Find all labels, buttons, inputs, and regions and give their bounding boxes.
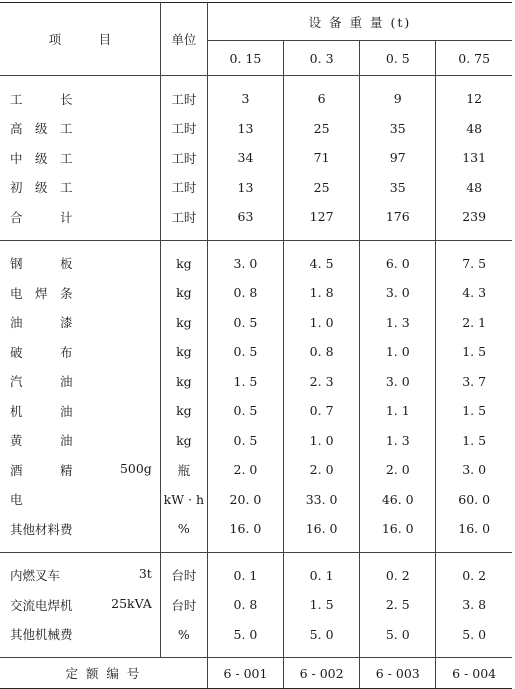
- quota-table: [0, 2, 512, 689]
- row-value: 20. 0: [207, 485, 283, 515]
- row-item: [0, 240, 160, 278]
- row-item-label: 其他机械费: [10, 627, 73, 643]
- row-value: 6. 0: [360, 240, 436, 278]
- row-value: 0. 2: [436, 552, 512, 590]
- row-item: [0, 455, 160, 485]
- table-row: [0, 143, 512, 173]
- row-value: 2. 1: [462, 314, 487, 330]
- row-value: 2. 0: [284, 455, 360, 485]
- row-item-label: 酒 精: [10, 462, 73, 478]
- row-value: 46. 0: [360, 485, 436, 515]
- table-row: [0, 76, 512, 114]
- row-item: [0, 308, 160, 338]
- footer-code-3: 6 - 004: [436, 658, 512, 689]
- row-value: 1. 0: [284, 426, 360, 456]
- row-value: 48: [466, 120, 483, 136]
- header-col-2: 0. 5: [360, 41, 436, 76]
- row-value: 1. 5: [462, 344, 487, 360]
- row-value: 0. 2: [360, 552, 436, 590]
- row-value: 12: [436, 76, 512, 114]
- row-value: 1. 5: [462, 432, 487, 448]
- row-unit: 工时: [160, 143, 207, 173]
- table-row: [0, 620, 512, 658]
- row-item-spec: 25kVA: [111, 595, 152, 611]
- footer-code-1: 6 - 002: [284, 658, 360, 689]
- row-value: 1. 3: [360, 426, 436, 456]
- row-value: 35: [360, 114, 436, 144]
- row-value: 13: [207, 173, 283, 203]
- row-value: 25: [284, 173, 360, 203]
- row-value: 0. 1: [284, 552, 360, 590]
- row-value: 16. 0: [284, 514, 360, 552]
- table-row: [0, 590, 512, 620]
- row-item: [0, 620, 160, 658]
- row-item-label: 初 级 工: [10, 180, 73, 196]
- header-weight-label: 设 备 重 量 (t): [308, 14, 412, 30]
- row-value: 16. 0: [360, 514, 436, 552]
- header-item: [0, 3, 160, 76]
- row-value: 3: [207, 76, 283, 114]
- row-value: 3. 0: [360, 367, 436, 397]
- row-value: 1. 5: [284, 590, 360, 620]
- row-value: 0. 5: [207, 337, 283, 367]
- row-value: 0. 1: [207, 552, 283, 590]
- labor-section: [0, 76, 512, 241]
- row-value: 97: [360, 143, 436, 173]
- row-unit: kg: [160, 240, 207, 278]
- table-row: [0, 367, 512, 397]
- table-row: [0, 426, 512, 456]
- row-value: 0. 8: [284, 337, 360, 367]
- row-item: [0, 114, 160, 144]
- row-item-label: 钢 板: [10, 256, 73, 272]
- row-item: [0, 202, 160, 240]
- header-row-1: [0, 3, 512, 41]
- machinery-section: [0, 552, 512, 658]
- row-value: 16. 0: [207, 514, 283, 552]
- row-unit: 工时: [160, 114, 207, 144]
- row-value: 131: [462, 150, 487, 166]
- row-value: 3. 7: [462, 373, 487, 389]
- row-value: 0. 7: [284, 396, 360, 426]
- footer-code-2: 6 - 003: [360, 658, 436, 689]
- row-value: 6: [284, 76, 360, 114]
- materials-section: [0, 240, 512, 552]
- table-row: [0, 552, 512, 590]
- row-item-label: 机 油: [10, 403, 73, 419]
- row-unit: kW · h: [160, 485, 207, 515]
- row-value: 3. 0: [462, 462, 487, 478]
- row-value: 63: [207, 202, 283, 240]
- row-item: [0, 396, 160, 426]
- row-item-label: 高 级 工: [10, 121, 73, 137]
- row-unit: kg: [160, 426, 207, 456]
- row-value: 1. 1: [360, 396, 436, 426]
- row-unit: 工时: [160, 173, 207, 203]
- row-unit: kg: [160, 308, 207, 338]
- row-unit: kg: [160, 367, 207, 397]
- row-item-label: 破 布: [10, 344, 73, 360]
- row-value: 1. 8: [284, 278, 360, 308]
- row-value: 1. 5: [462, 403, 487, 419]
- row-value: 16. 0: [458, 521, 491, 537]
- row-value: 33. 0: [284, 485, 360, 515]
- table-row: [0, 202, 512, 240]
- row-item: [0, 173, 160, 203]
- row-value: 34: [207, 143, 283, 173]
- row-value: 3. 0: [360, 278, 436, 308]
- footer-code-0: 6 - 001: [207, 658, 283, 689]
- row-item-label: 黄 油: [10, 433, 73, 449]
- row-value: 35: [360, 173, 436, 203]
- header-item-label: 项 目: [48, 32, 112, 47]
- row-value: 4. 5: [284, 240, 360, 278]
- header-col-1: 0. 3: [284, 41, 360, 76]
- row-value: 5. 0: [284, 620, 360, 658]
- row-item-label: 汽 油: [10, 374, 73, 390]
- row-item-label: 工 长: [10, 91, 73, 107]
- row-item: [0, 485, 160, 515]
- row-value: 5. 0: [360, 620, 436, 658]
- row-value: 2. 3: [284, 367, 360, 397]
- row-value: 0. 5: [207, 308, 283, 338]
- row-unit: 工时: [160, 202, 207, 240]
- row-value: 25: [284, 114, 360, 144]
- row-value: 2. 5: [360, 590, 436, 620]
- row-value: 2. 0: [360, 455, 436, 485]
- row-item: [0, 143, 160, 173]
- row-value: 48: [466, 179, 483, 195]
- row-item-label: 电 焊 条: [10, 285, 73, 301]
- table-row: [0, 114, 512, 144]
- header-col-0: 0. 15: [207, 41, 283, 76]
- row-value: 13: [207, 114, 283, 144]
- row-value: 71: [284, 143, 360, 173]
- row-unit: kg: [160, 278, 207, 308]
- row-value: 0. 8: [207, 590, 283, 620]
- row-value: 5. 0: [207, 620, 283, 658]
- row-item: [0, 590, 160, 620]
- row-unit: %: [160, 620, 207, 658]
- row-item-label: 其他材料费: [10, 521, 73, 537]
- header-col-3: 0. 75: [436, 41, 512, 76]
- row-value: 60. 0: [458, 491, 491, 507]
- table-row: [0, 240, 512, 278]
- footer-label: 定 额 编 号: [0, 658, 207, 689]
- row-value: 0. 5: [207, 426, 283, 456]
- row-item: [0, 552, 160, 590]
- header-unit-label: 单位: [171, 32, 197, 47]
- table-row: [0, 173, 512, 203]
- row-item-spec: 3t: [138, 566, 152, 582]
- row-value: 1. 0: [284, 308, 360, 338]
- row-item: [0, 514, 160, 552]
- row-item-label: 油 漆: [10, 315, 73, 331]
- row-item-label: 内燃叉车: [10, 568, 61, 584]
- row-value: 0. 5: [207, 396, 283, 426]
- row-item-label: 合 计: [10, 209, 73, 225]
- row-value: 239: [462, 209, 487, 225]
- row-item-label: 电: [10, 492, 23, 508]
- row-item: [0, 76, 160, 114]
- table-row: [0, 308, 512, 338]
- row-unit: kg: [160, 396, 207, 426]
- table-row: [0, 455, 512, 485]
- footer-row: [0, 658, 512, 689]
- row-item: [0, 337, 160, 367]
- row-unit: 台时: [160, 552, 207, 590]
- row-value: 9: [360, 76, 436, 114]
- header-unit: [160, 3, 207, 76]
- table-row: [0, 396, 512, 426]
- row-value: 1. 0: [360, 337, 436, 367]
- table-row: [0, 514, 512, 552]
- row-item: [0, 367, 160, 397]
- row-item: [0, 278, 160, 308]
- row-value: 5. 0: [462, 626, 487, 642]
- table-row: [0, 337, 512, 367]
- row-value: 7. 5: [436, 240, 512, 278]
- row-value: 3. 8: [462, 597, 487, 613]
- row-value: 1. 3: [360, 308, 436, 338]
- row-value: 176: [360, 202, 436, 240]
- footer-section: [0, 658, 512, 689]
- row-item: [0, 426, 160, 456]
- row-item-label: 交流电焊机: [10, 597, 73, 613]
- row-unit: 工时: [160, 76, 207, 114]
- row-value: 4. 3: [462, 285, 487, 301]
- row-unit: kg: [160, 337, 207, 367]
- row-value: 0. 8: [207, 278, 283, 308]
- row-item-spec: 500g: [119, 460, 152, 476]
- header-weight: [207, 3, 512, 41]
- table-row: [0, 485, 512, 515]
- row-unit: %: [160, 514, 207, 552]
- row-value: 3. 0: [207, 240, 283, 278]
- row-unit: 瓶: [160, 455, 207, 485]
- row-item-label: 中 级 工: [10, 150, 73, 166]
- row-value: 2. 0: [207, 455, 283, 485]
- row-unit: 台时: [160, 590, 207, 620]
- table-row: [0, 278, 512, 308]
- row-value: 1. 5: [207, 367, 283, 397]
- row-value: 127: [284, 202, 360, 240]
